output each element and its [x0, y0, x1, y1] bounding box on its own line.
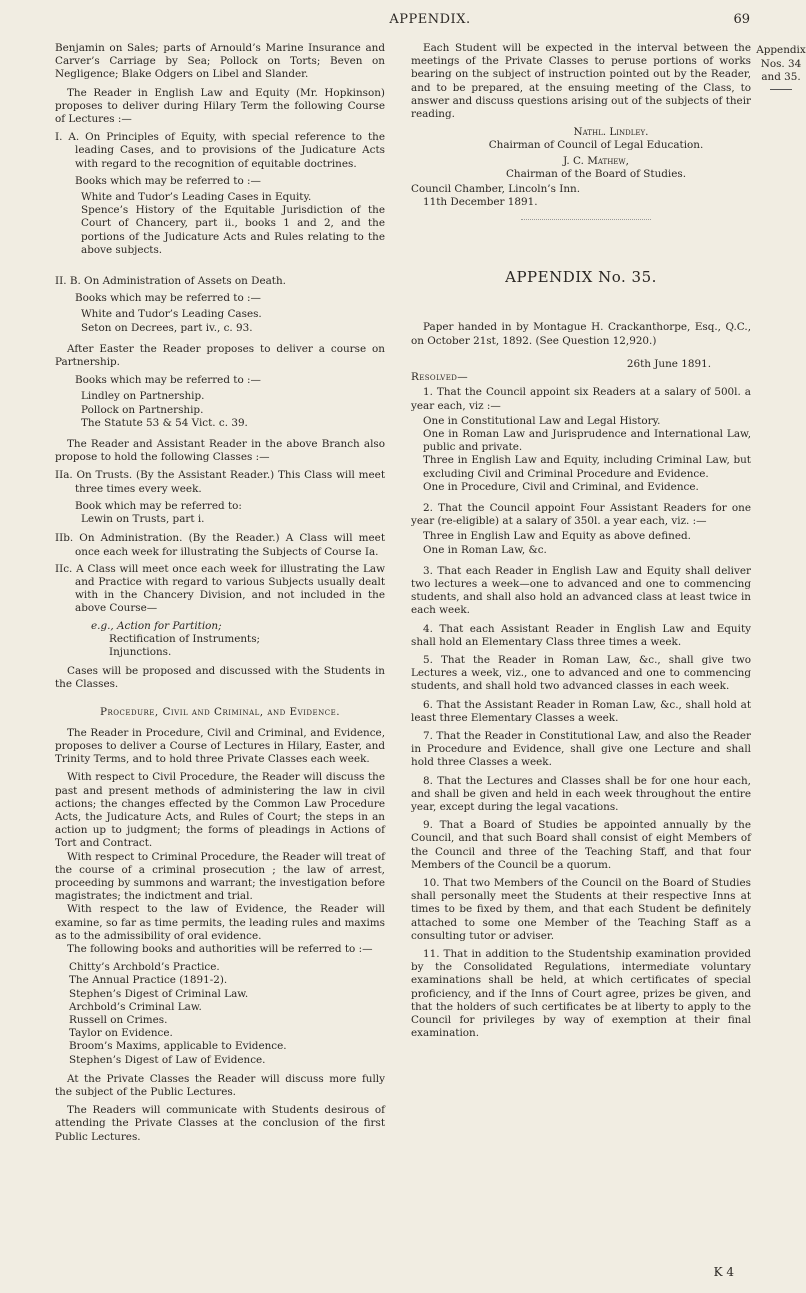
resolution-date: 26th June 1891.: [626, 357, 711, 370]
resolution: 1. That the Council appoint six Readers at a salary of 500l. a year each, viz :—: [411, 386, 751, 412]
appendix-title: APPENDIX No. 35.: [505, 268, 657, 287]
margin-note: [756, 44, 806, 90]
book-list: [55, 961, 385, 1067]
books-heading: Book which may be referred to:: [75, 499, 242, 512]
paragraph: Each Student will be expected in the interval between the meetings of the Private Classes to peruse portions of works bearing on the subject of instruction pointed out by the Reader, and to be prepared, at the ensuing meeting of the Class, to answer and discuss questions arising out of the subjects of their reading.: [411, 42, 751, 121]
book-entry: White and Tudor’s Leading Cases in Equity.: [81, 191, 312, 204]
paragraph: The Reader and Assistant Reader in the above Branch also propose to hold the following Classes :—: [55, 438, 385, 464]
divider: [521, 219, 651, 220]
course-item: I. A. On Principles of Equity, with special reference to the leading Cases, and to provisions of the Judicature Acts with regard to the recognition of equitable doctrines.: [55, 131, 385, 170]
books-heading: Books which may be referred to :—: [75, 292, 261, 305]
signature-mark: K 4: [713, 1265, 734, 1279]
margin-note-line2: Nos. 34 and 35.: [760, 57, 802, 84]
books-heading: Books which may be referred to :—: [75, 174, 261, 187]
book-entry: Stephen’s Digest of Law of Evidence.: [69, 1053, 266, 1066]
running-header: [110, 12, 750, 32]
paper-caption: Paper handed in by Montague H. Crackanthorpe, Esq., Q.C., on October 21st, 1892. (See Question 12,920.): [411, 321, 751, 347]
signatory-name: J. C. Mathew,: [563, 154, 629, 167]
right-column: [411, 42, 751, 1045]
resolution-item: Three in English Law and Equity as above defined.: [423, 530, 691, 543]
resolution: 10. That two Members of the Council on the Board of Studies shall personally meet the Students at their respective Inns at times to be fixed by them, and that each Student be definitely attached to some one Member of the Teaching Staff as a consulting tutor or adviser.: [411, 877, 751, 942]
example-item: e.g., Action for Partition;: [91, 619, 222, 632]
book-entry: Seton on Decrees, part iv., c. 93.: [81, 321, 253, 334]
resolution: 11. That in addition to the Studentship examination provided by the Consolidated Regulations, intermediate voluntary examinations shall be held, at which certificates of special proficiency, and if the Inns of Court agree, prizes be given, and that the holders of such certificates be at liberty to apply to the Council for privileges by way of exemption at their final examination.: [411, 948, 751, 1040]
left-column: [55, 42, 385, 1149]
paragraph: With respect to Civil Procedure, the Reader will discuss the past and present methods of administering the law in civil actions; the changes effected by the Common Law Procedure Acts, the Judicature Acts, and Rules of Court; the steps in an action up to judgment; the forms of pleadings in Actions of Tort and Contract.: [55, 771, 385, 850]
resolution-item: Three in English Law and Equity, including Criminal Law, but excluding Civil and Criminal Procedure and Evidence.: [423, 454, 751, 480]
resolution-item: One in Procedure, Civil and Criminal, and Evidence.: [423, 480, 699, 493]
margin-rule: [770, 89, 792, 90]
resolution: 5. That the Reader in Roman Law, &c., shall give two Lectures a week, viz., one to advanced and one to commencing students, and shall hold two advanced classes in each week.: [411, 653, 751, 693]
resolution: 3. That each Reader in English Law and Equity shall deliver two lectures a week—one to advanced and one to commencing students, and shall also hold an advanced class at least twice in each week.: [411, 564, 751, 617]
resolved-heading: Resolved—: [411, 371, 469, 384]
book-entry: The Statute 53 & 54 Vict. c. 39.: [81, 416, 248, 429]
resolution: 2. That the Council appoint Four Assistant Readers for one year (re-eligible) at a salary of 350l. a year each, viz. :—: [411, 501, 751, 528]
resolution-item: One in Constitutional Law and Legal History.: [423, 414, 661, 427]
resolution: 7. That the Reader in Constitutional Law, and also the Reader in Procedure and Evidence, shall give one Lecture and shall hold three Classes a week.: [411, 729, 751, 769]
example-item: Rectification of Instruments;: [109, 632, 261, 645]
resolution: 4. That each Assistant Reader in English Law and Equity shall hold an Elementary Class three times a week.: [411, 622, 751, 648]
page-number: 69: [733, 12, 750, 27]
resolution-item: One in Roman Law, &c.: [423, 543, 547, 556]
header-title: APPENDIX.: [389, 12, 471, 27]
class-item: IIb. On Administration. (By the Reader.) A Class will meet once each week for illustrating the Subjects of Course Ia.: [55, 532, 385, 558]
section-heading: Procedure, Civil and Criminal, and Evidence.: [99, 705, 341, 718]
paragraph: Cases will be proposed and discussed with the Students in the Classes.: [55, 665, 385, 691]
class-item: IIc. A Class will meet once each week for illustrating the Law and Practice with regard to various Subjects usually dealt with in the Chancery Division, and not included in the above Course—: [55, 562, 385, 615]
resolution-item: One in Roman Law and Jurisprudence and International Law, public and private.: [423, 427, 751, 454]
paragraph: At the Private Classes the Reader will discuss more fully the subject of the Public Lectures.: [55, 1072, 385, 1099]
class-item: IIa. On Trusts. (By the Assistant Reader.) This Class will meet three times every week.: [55, 469, 385, 495]
paragraph: The Reader in English Law and Equity (Mr. Hopkinson) proposes to deliver during Hilary Term the following Course of Lectures :—: [55, 86, 385, 126]
date: 11th December 1891.: [423, 196, 538, 209]
place: Council Chamber, Lincoln’s Inn.: [411, 183, 581, 196]
margin-note-line1: Appendix: [756, 44, 806, 56]
paragraph: With respect to Criminal Procedure, the Reader will treat of the course of a criminal prosecution ; the law of arrest, proceeding by summons and warrant; the investigation before magistrates; the indictment and trial.: [55, 850, 385, 903]
book-entry: Pollock on Partnership.: [81, 403, 204, 416]
paragraph: The Readers will communicate with Students desirous of attending the Private Classes at the conclusion of the first Public Lectures.: [55, 1104, 385, 1143]
book-entry: Lewin on Trusts, part i.: [81, 513, 205, 526]
book-entry: Archbold’s Criminal Law.: [69, 1000, 202, 1013]
signatory-role: Chairman of the Board of Studies.: [505, 167, 687, 180]
paragraph: With respect to the law of Evidence, the Reader will examine, so far as time permits, the leading rules and maxims as to the admissibility of oral evidence.: [55, 903, 385, 942]
paragraph: The following books and authorities will be referred to :—: [67, 942, 373, 955]
example-item: Injunctions.: [109, 645, 172, 658]
book-entry: Russell on Crimes.: [69, 1014, 168, 1026]
book-entry: Broom’s Maxims, applicable to Evidence.: [69, 1040, 287, 1053]
resolution: 8. That the Lectures and Classes shall be for one hour each, and shall be given and held in each week throughout the entire year, except during the legal vacations.: [411, 774, 751, 813]
books-heading: Books which may be referred to :—: [75, 374, 261, 387]
book-entry: Taylor on Evidence.: [69, 1027, 173, 1040]
paragraph: After Easter the Reader proposes to deliver a course on Partnership.: [55, 342, 385, 369]
resolution: 6. That the Assistant Reader in Roman Law, &c., shall hold at least three Elementary Classes a week.: [411, 698, 751, 724]
book-entry: Chitty’s Archbold’s Practice.: [69, 961, 220, 974]
course-item: II. B. On Administration of Assets on Death.: [55, 275, 286, 288]
book-entry: Stephen’s Digest of Criminal Law.: [69, 987, 249, 1000]
signatory-name: Nathl. Lindley.: [573, 126, 649, 139]
paragraph: The Reader in Procedure, Civil and Criminal, and Evidence, proposes to deliver a Course of Lectures in Hilary, Easter, and Trinity Terms, and to hold three Private Classes each week.: [55, 726, 385, 766]
book-entry: The Annual Practice (1891-2).: [69, 974, 228, 987]
signatory-role: Chairman of Council of Legal Education.: [488, 139, 704, 152]
book-entry: Spence’s History of the Equitable Jurisdiction of the Court of Chancery, part ii., books 1 and 2, and the portions of the Judicature Acts and Rules relating to the above subjects.: [81, 204, 385, 256]
book-entry: Lindley on Partnership.: [81, 390, 205, 403]
resolution: 9. That a Board of Studies be appointed annually by the Council, and that such Board shall consist of eight Members of the Council and three of the Teaching Staff, and that four Members of the Council be a quorum.: [411, 819, 751, 871]
book-entry: White and Tudor’s Leading Cases.: [81, 308, 262, 321]
paragraph: Benjamin on Sales; parts of Arnould’s Marine Insurance and Carver’s Carriage by Sea; Pollock on Torts; Beven on Negligence; Blake Odgers on Libel and Slander.: [55, 42, 385, 81]
